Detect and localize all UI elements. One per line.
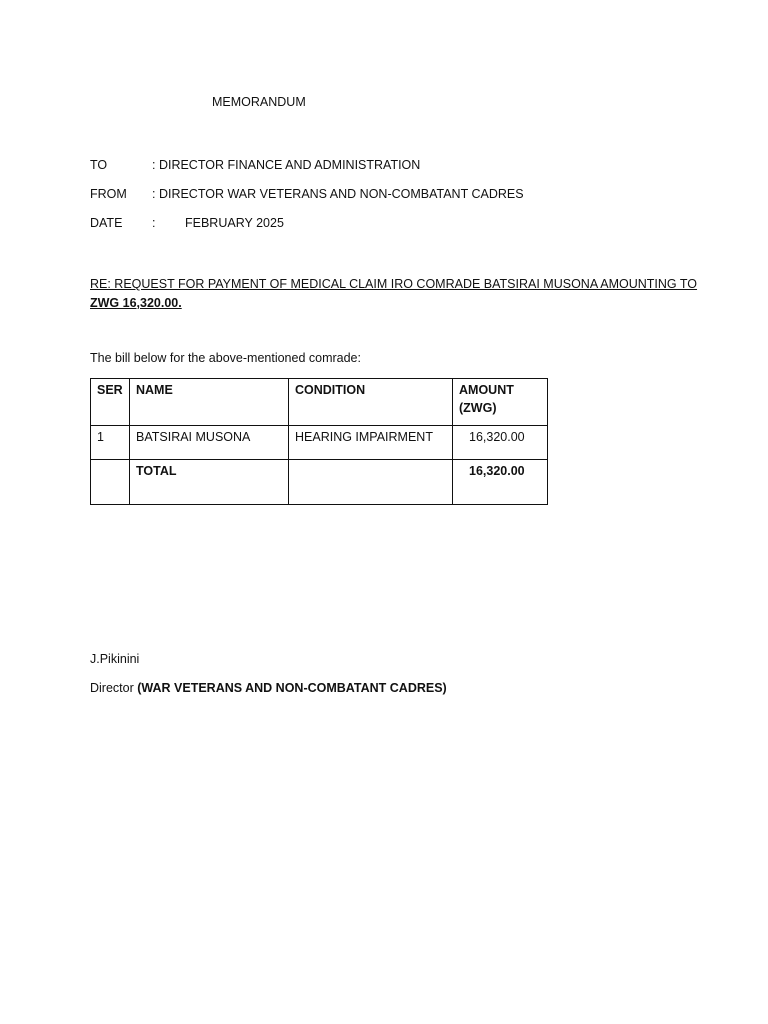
bill-table: [90, 378, 548, 505]
signatory-name: J.Pikinini: [90, 652, 140, 666]
row-name: BATSIRAI MUSONA: [130, 426, 289, 460]
total-label: TOTAL: [130, 460, 289, 505]
intro-text: The bill below for the above-mentioned comrade:: [90, 351, 361, 365]
to-label: TO: [90, 158, 108, 172]
table-row: [91, 426, 548, 460]
header-amount-line-1: AMOUNT: [459, 383, 514, 397]
header-amount-line-2: (ZWG): [459, 401, 497, 415]
date-label: DATE: [90, 216, 123, 230]
table-header-row: [91, 379, 548, 426]
row-condition: HEARING IMPAIRMENT: [289, 426, 453, 460]
signatory-title-org: (WAR VETERANS AND NON-COMBATANT CADRES): [137, 681, 447, 695]
from-label: FROM: [90, 187, 127, 201]
header-ser: SER: [91, 379, 130, 426]
total-amount: 16,320.00: [453, 460, 548, 505]
total-condition-empty: [289, 460, 453, 505]
table-total-row: [91, 460, 548, 505]
header-amount: [453, 379, 548, 426]
row-ser: 1: [91, 426, 130, 460]
from-value: : DIRECTOR WAR VETERANS AND NON-COMBATANT CADRES: [152, 187, 524, 201]
to-value: : DIRECTOR FINANCE AND ADMINISTRATION: [152, 158, 421, 172]
date-value: FEBRUARY 2025: [185, 216, 284, 230]
date-colon: :: [152, 216, 156, 230]
header-name: NAME: [130, 379, 289, 426]
memo-subject: [90, 275, 698, 313]
memo-title: MEMORANDUM: [212, 95, 306, 109]
row-amount: 16,320.00: [453, 426, 548, 460]
header-condition: CONDITION: [289, 379, 453, 426]
subject-line-2: ZWG 16,320.00.: [90, 296, 182, 310]
signatory-title-prefix: Director: [90, 681, 138, 695]
signatory-title: [90, 681, 447, 695]
subject-line-1: RE: REQUEST FOR PAYMENT OF MEDICAL CLAIM IRO COMRADE BATSIRAI MUSONA AMOUNTING TO: [90, 277, 698, 291]
total-ser-empty: [91, 460, 130, 505]
